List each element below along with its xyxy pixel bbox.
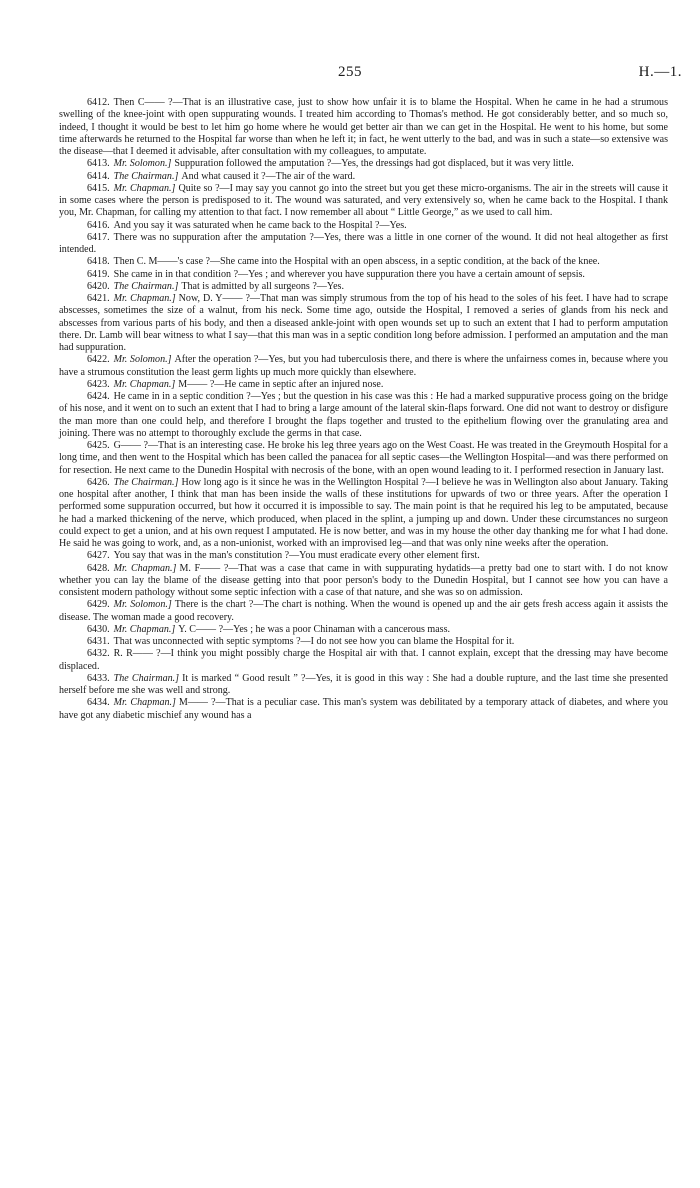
question-paragraph: [59, 550, 668, 562]
question-paragraph: [59, 354, 668, 379]
question-number: 6427.: [87, 550, 110, 562]
speaker-label: Mr. Chapman.]: [113, 293, 176, 304]
question-paragraph: [59, 97, 668, 158]
question-paragraph: [59, 183, 668, 220]
question-paragraph: [59, 636, 668, 648]
question-paragraph: [59, 477, 668, 551]
paragraph-text: Now, D. Y—— ?—That man was simply strumous from the top of his head to the soles of his feet. I have had to scrape abscesses, sometimes the size of a walnut, from his neck. Some time ago, outside the Hospital, I removed a series of glands from his neck and abscesses from various parts of his body, and then a diseased ankle-joint with open wounds set up to such an extent that I had to perform amputation there. Dr. Lamb will bear witness to what I say—that this man was in a septic condition long before admission. I performed an amputation and the man had suppuration.: [59, 293, 668, 353]
question-number: 6429.: [87, 599, 110, 611]
paragraph-text: Then C. M——'s case ?—She came into the Hospital with an open abscess, in a septic condition, at the back of the knee.: [113, 256, 600, 268]
speaker-label: Mr. Chapman.]: [113, 623, 176, 635]
question-paragraph: [59, 293, 668, 354]
paragraph-text: He came in in a septic condition ?—Yes ; but the question in his case was this : He had a marked suppurative process going on the bridge of his nose, and it went on to such an extent that I had to bring a large amount of the lateral skin-flaps forward. One did not want to destroy or disfigure the man more than one could help, and therefore I brought the flaps together and trusted to the epithelium flowing over the granulating area and joining. There was no attempt to thoroughly exclude the germs in that case.: [59, 391, 668, 439]
paragraph-text: That is admitted by all surgeons ?—Yes.: [181, 280, 344, 292]
speaker-label: Mr. Chapman.]: [113, 378, 176, 390]
question-paragraph: [59, 281, 668, 293]
speaker-label: The Chairman.]: [113, 280, 179, 292]
speaker-label: Mr. Solomon.]: [113, 158, 172, 170]
question-paragraph: [59, 220, 668, 232]
question-paragraph: [59, 171, 668, 183]
paragraph-text: M. F—— ?—That was a case that came in with suppurating hydatids—a pretty bad one to start with. I do not know whether you can lay the blame of the disease getting into that poor person's body to the Dunedin Hospital, but I cannot see how you can have a consistent modern pathology without some septic infection with a case of that nature, and she was so on admission.: [59, 562, 668, 598]
document-reference: H.—1.: [638, 64, 682, 80]
paragraph-text: It is marked “ Good result ” ?—Yes, it is good in this way : She had a double rupture, and the last time she presented herself before me she was well and strong.: [59, 672, 668, 696]
speaker-label: The Chairman.]: [113, 672, 180, 684]
paragraph-text: Quite so ?—I may say you cannot go into the street but you get these micro-organisms. The air in the streets will cause it in some cases where the person is predisposed to it. The wound was saturated, and very extensively so, when he came back to the Hospital. I thank you, Mr. Chapman, for calling my attention to that fact. I now remember all about “ Little George,” as we used to call him.: [59, 182, 668, 219]
question-number: 6422.: [87, 354, 110, 366]
question-paragraph: [59, 624, 668, 636]
question-number: 6418.: [87, 256, 110, 268]
question-number: 6421.: [87, 293, 110, 304]
speaker-label: The Chairman.]: [113, 476, 179, 488]
paragraph-text: There was no suppuration after the amputation ?—Yes, there was a little in one corner of the wound. It did not heal altogether as first intended.: [59, 231, 668, 255]
paragraph-text: And what caused it ?—The air of the ward.: [181, 170, 356, 182]
question-number: 6424.: [87, 391, 110, 402]
paragraph-text: Y. C—— ?—Yes ; he was a poor Chinaman with a cancerous mass.: [178, 623, 450, 635]
paragraph-text: You say that was in the man's constitution ?—You must eradicate every other element first.: [113, 550, 480, 562]
paragraph-text: How long ago is it since he was in the Wellington Hospital ?—I believe he was in Wellington also about January. Taking one hospital after another, I think that man has been inside the walls of these institutions for upwards of two or three years. After the operation I performed some suppuration occurred, but how it occurred it is impossible to say. The main point is that he required his leg to be amputated, because he had a marked thickening of the nerve, which produced, when placed in the splint, a jumping up and down. Under these circumstances no surgeon could expect to get a union, and at his own request I amputated. He is now better, and was in my house the other day thanking me for what I had done. He said he was going to work, and, as a non-unionist, worked with an improvised leg—and that was only nine weeks after the operation.: [59, 476, 668, 549]
paragraph-text: Suppuration followed the amputation ?—Yes, the dressings had got displaced, but it was very little.: [174, 158, 574, 170]
paragraph-text: After the operation ?—Yes, but you had tuberculosis there, and there is where the unfairness comes in, because where you have a strumous constitution the least germ lights up much more quickly than elsewhere.: [59, 354, 669, 378]
question-number: 6413.: [87, 158, 110, 170]
question-paragraph: [59, 256, 668, 268]
question-number: 6417.: [87, 231, 110, 243]
question-paragraph: [59, 673, 668, 698]
question-paragraph: [59, 599, 668, 624]
question-number: 6432.: [87, 648, 110, 660]
paragraph-text: M—— ?—That is a peculiar case. This man's system was debilitated by a temporary attack of diabetes, and where you have got any diabetic mischief any wound has a: [59, 697, 669, 721]
paragraph-text: And you say it was saturated when he came back to the Hospital ?—Yes.: [113, 219, 407, 231]
body-text: [59, 97, 668, 722]
question-number: 6416.: [87, 219, 110, 231]
question-paragraph: [59, 158, 668, 170]
speaker-label: Mr. Solomon.]: [113, 354, 172, 366]
question-number: 6420.: [87, 280, 110, 292]
speaker-label: Mr. Chapman.]: [113, 182, 176, 194]
question-paragraph: [59, 563, 668, 600]
paragraph-text: She came in in that condition ?—Yes ; and wherever you have suppuration there you have a certain amount of sepsis.: [113, 268, 585, 280]
question-paragraph: [59, 232, 668, 257]
question-number: 6412.: [87, 97, 110, 108]
paragraph-text: Then C—— ?—That is an illustrative case, just to show how unfair it is to blame the Hospital. When he came in he had a strumous swelling of the knee-joint with open suppurating wounds. I treated him according to Thomas's method. He got considerably better, and so much so, indeed, I thought it would be best to let him go home where he would get better air than we can get in the Hospital. He went to his home, but some time afterwards he returned to the Hospital far worse than when he left it; in fact, he went utterly to the bad, and was in such a state—so extensive was the disease—that I deemed it advisable, after consultation with my colleagues, to amputate.: [59, 97, 668, 157]
speaker-label: Mr. Solomon.]: [113, 599, 172, 611]
question-paragraph: [59, 648, 668, 673]
page-number: 255: [338, 64, 362, 80]
question-paragraph: [59, 440, 668, 477]
question-number: 6414.: [87, 170, 110, 182]
paragraph-text: That was unconnected with septic symptoms ?—I do not see how you can blame the Hospital for it.: [113, 636, 515, 647]
question-paragraph: [59, 269, 668, 281]
question-paragraph: [59, 379, 668, 391]
question-paragraph: [59, 697, 668, 722]
paragraph-text: R. R—— ?—I think you might possibly charge the Hospital air with that. I cannot explain, except that the dressing may have become displaced.: [59, 648, 668, 672]
question-number: 6425.: [87, 440, 110, 451]
question-number: 6426.: [87, 476, 110, 488]
question-number: 6419.: [87, 268, 110, 280]
question-number: 6433.: [87, 672, 110, 684]
question-number: 6423.: [87, 378, 110, 390]
speaker-label: Mr. Chapman.]: [113, 697, 176, 709]
question-number: 6428.: [87, 562, 110, 574]
question-number: 6415.: [87, 182, 110, 194]
paragraph-text: G—— ?—That is an interesting case. He broke his leg three years ago on the West Coast. He was treated in the Greymouth Hospital for a long time, and then went to the Hospital which has been called the panacea for all septic cases—the Wellington Hospital—and was there performed on for resection. He next came to the Dunedin Hospital with necrosis of the bone, with an open wound leading to it. I performed resection in January last.: [59, 440, 668, 476]
paragraph-text: There is the chart ?—The chart is nothing. When the wound is opened up and the air gets fresh access again it assists the disease. The woman made a good recovery.: [59, 599, 668, 623]
paragraph-text: M—— ?—He came in septic after an injured nose.: [178, 378, 384, 390]
question-paragraph: [59, 391, 668, 440]
speaker-label: Mr. Chapman.]: [113, 562, 177, 574]
question-number: 6430.: [87, 623, 110, 635]
speaker-label: The Chairman.]: [113, 170, 179, 182]
question-number: 6434.: [87, 697, 110, 709]
question-number: 6431.: [87, 636, 110, 647]
